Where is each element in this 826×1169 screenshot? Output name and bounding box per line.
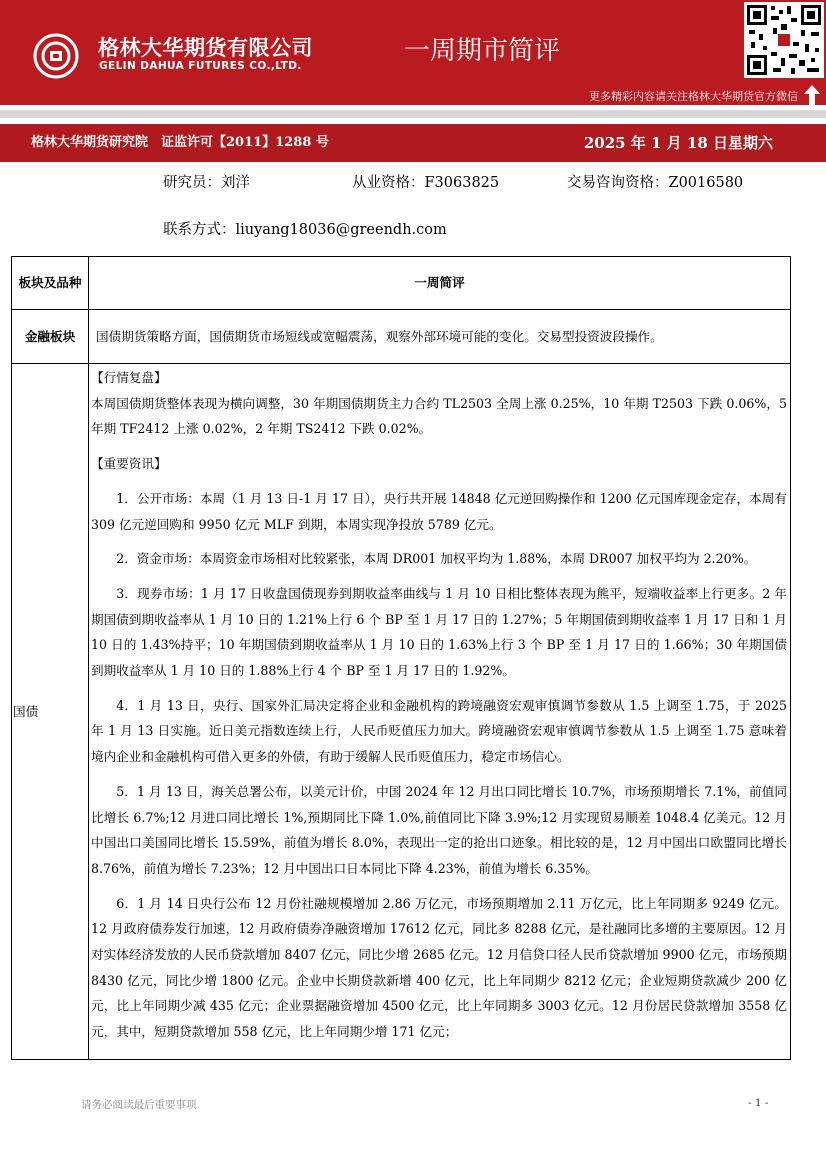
consult-qualification: 交易咨询资格：Z0016580 <box>567 175 744 191</box>
news-item: 6．1 月 14 日央行公布 12 月份社融规模增加 2.86 万亿元，市场预期增加 2.11 万亿元，比上年同期多 9249 亿元。12 月政府债券发行加速，12 月政府债券净融资增加 17612 亿元，同比多 8288 亿元，是社融同比多增的主要原因。12 月对实体经济发放的人民币贷款增加 8407 亿元，同比少增 2685 亿元。12 月信贷口径人民币贷款增加 9900 亿元，市场预期 8430 亿元，同比少增 1800 亿元。企业中长期贷款新增 400 亿元，比上年同期少 8212 亿元；企业短期贷款减少 200 亿元，比上年同期少减 435 亿元；企业票据融资增加 4500 亿元，比上年同期多 3003 亿元。12 月份居民贷款增加 3558 亿元，其中，短期贷款增加 558 亿元，比上年同期少增 171 亿元； <box>91 895 787 1040</box>
info-bar <box>0 124 826 162</box>
company-name-en: GELIN DAHUA FUTURES CO.,LTD. <box>99 60 302 72</box>
wechat-qr-code-icon <box>744 2 824 78</box>
news-item: 3．现券市场：1 月 17 日收盘国债现券到期收益率曲线与 1 月 10 日相比整体表现为熊平，短端收益率上行更多。2 年期国债到期收益率从 1 月 10 日的 1.21%上行 6 个 BP 至 1 月 17 日的 1.27%；5 年期国债到期收益率 1 月 17 日和 1 月 10 日的 1.43%持平；10 年期国债到期收益率从 1 月 10 日的 1.63%上行 3 个 BP 至 1 月 17 日的 1.66%；30 年期国债到期收益率从 1 月 10 日的 1.88%上行 4 个 BP 至 1 月 17 日的 1.92%。 <box>91 585 787 679</box>
subscribe-bar <box>0 88 826 105</box>
company-name-cn: 格林大华期货有限公司 <box>98 36 313 60</box>
report-title: 一周期市简评 <box>404 36 561 66</box>
finance-sector-label: 金融板块 <box>12 310 89 364</box>
table-row <box>12 310 791 364</box>
bond-review-cell <box>89 364 791 1060</box>
finance-strategy-text: 国债期货策略方面，国债期货市场短线或宽幅震荡，观察外部环境可能的变化。交易型投资波段操作。 <box>89 310 791 364</box>
news-item: 1．公开市场：本周（1 月 13 日-1 月 17 日），央行共开展 14848 亿元逆回购操作和 1200 亿元国库现金定存，本周有 309 亿元逆回购和 9950 亿元 MLF 到期，本周实现净投放 5789 亿元。 <box>91 490 787 532</box>
weekly-review-table <box>11 256 791 1060</box>
header-sector: 板块及品种 <box>12 257 89 310</box>
page-header <box>0 0 826 88</box>
report-date: 2025 年 1 月 18 日星期六 <box>583 134 773 152</box>
market-review-title: 【行情复盘】 <box>91 370 167 385</box>
news-item: 4．1 月 13 日，央行、国家外汇局决定将企业和金融机构的跨境融资宏观审慎调节参数从 1.5 上调至 1.75，于 2025 年 1 月 13 日实施。近日美元指数连续上行，人民币贬值压力加大。跨境融资宏观审慎调节参数从 1.5 上调至 1.75 意味着境内企业和金融机构可借入更多的外债，有助于缓解人民币贬值压力，稳定市场信心。 <box>91 697 787 765</box>
news-item: 2．资金市场：本周资金市场相对比较紧张，本周 DR001 加权平均为 1.88%，本周 DR007 加权平均为 2.20%。 <box>116 551 757 567</box>
researcher: 研究员：刘洋 <box>163 175 250 191</box>
institute-license: 格林大华期货研究院 证监许可【2011】1288 号 <box>31 135 329 150</box>
qualification: 从业资格：F3063825 <box>352 175 500 191</box>
company-logo-icon <box>33 33 79 79</box>
news-item: 5．1 月 13 日，海关总署公布，以美元计价，中国 2024 年 12 月出口同比增长 10.7%，市场预期增长 7.1%，前值同比增长 6.7%;12 月进口同比增长 1%,预期同比下降 1.0%,前值同比下降 3.9%;12 月实现贸易顺差 1048.4 亿美元。12 月中国出口美国同比增长 15.59%，前值为增长 8.0%，表现出一定的抢出口迹象。相比较的是，12 月中国出口欧盟同比增长 8.76%，前值为增长 7.23%；12 月中国出口日本同比下降 4.23%，前值为增长 6.35%。 <box>91 783 787 876</box>
contact: 联系方式：liuyang18036@greendh.com <box>163 222 447 238</box>
arrow-up-icon <box>803 84 821 106</box>
news-title: 【重要资讯】 <box>91 456 167 472</box>
subscribe-text: 更多精彩内容请关注格林大华期货官方微信 <box>589 90 798 103</box>
market-review-text: 本周国债期货整体表现为横向调整，30 年期国债期货主力合约 TL2503 全周上涨 0.25%，10 年期 T2503 下跌 0.06%，5 年期 TF2412 上涨 0.02%，2 年期 TS2412 下跌 0.02%。 <box>91 395 787 437</box>
table-row <box>12 364 791 1060</box>
bond-label: 国债 <box>12 364 89 1060</box>
page-number: - 1 - <box>748 1097 769 1109</box>
table-header-row <box>12 257 791 310</box>
header-review: 一周简评 <box>89 257 791 310</box>
divider-strip <box>0 110 826 118</box>
footer-notice: 请务必阅读最后重要事项 <box>81 1099 197 1111</box>
